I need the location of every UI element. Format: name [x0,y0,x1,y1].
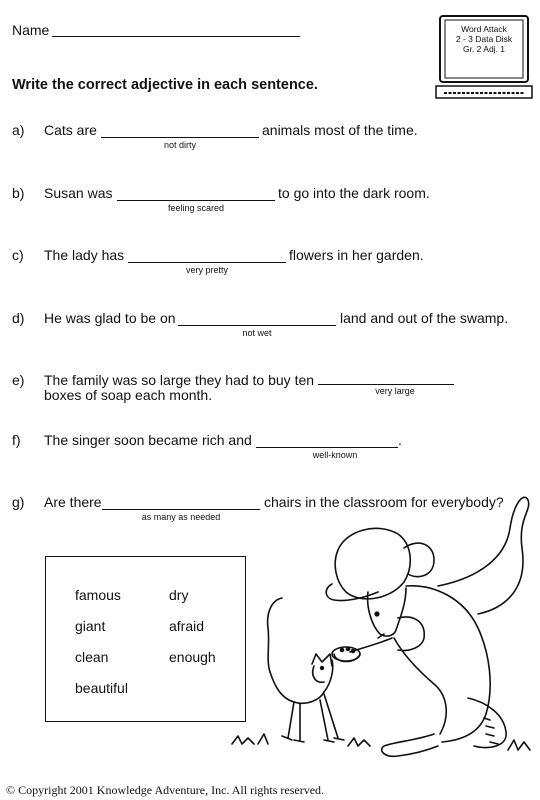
hint-label: very pretty [185,265,228,275]
word-bank [45,556,246,722]
question-text-after: chairs in the classroom for everybody? [264,494,504,510]
question-letter: g) [12,494,25,510]
answer-blank[interactable] [256,447,398,448]
question-text-after: land and out of the swamp. [340,310,509,326]
hint-label: very large [375,386,415,396]
question-letter: e) [12,372,25,388]
question-text-after: animals most of the time. [262,122,418,138]
hint-label: not dirty [163,140,196,150]
computer-icon [432,14,536,106]
answer-blank[interactable] [178,325,336,326]
word-bank-item: clean [75,649,109,665]
question-text-before: Cats are [44,122,97,138]
hint-label: as many as needed [141,512,221,522]
instructions: Write the correct adjective in each sentence. [12,77,318,93]
question-text-after: to go into the dark room. [278,185,430,201]
question-text-before: The lady has [44,247,125,263]
computer-label-line1: Word Attack [461,24,507,34]
name-blank-line[interactable] [52,36,300,37]
computer-label-line2: 2 - 3 Data Disk [455,34,513,44]
answer-blank[interactable] [318,384,454,385]
word-bank-item: famous [75,587,121,603]
hint-label: well-known [312,450,358,460]
question-text-before: He was glad to be on [44,310,176,326]
word-bank-item: enough [169,649,216,665]
mouse-feeding-cat-illustration [228,488,540,768]
answer-blank[interactable] [128,262,286,263]
name-label: Name [12,22,50,38]
answer-blank[interactable] [101,137,259,138]
question-text-before: Are there [44,494,102,510]
word-bank-item: beautiful [75,680,128,696]
question-text-before: The singer soon became rich and [44,432,252,448]
hint-label: not wet [242,328,272,338]
copyright-notice: © Copyright 2001 Knowledge Adventure, Inc. All rights reserved. [6,783,325,797]
question-letter: a) [12,122,25,138]
question-text-after: . [398,432,402,448]
question-letter: b) [12,185,25,201]
word-bank-item: dry [169,587,189,603]
hint-label: feeling scared [167,203,225,213]
word-bank-item: giant [75,618,106,634]
question-text-after: flowers in her garden. [289,247,424,263]
question-text-before: The family was so large they had to buy ten [44,372,315,388]
computer-label-line3: Gr. 2 Adj. 1 [462,44,506,54]
question-letter: c) [12,247,24,263]
question-text-line2: boxes of soap each month. [44,387,213,403]
question-letter: f) [12,432,21,448]
answer-blank[interactable] [117,200,275,201]
word-bank-item: afraid [169,618,205,634]
question-letter: d) [12,310,25,326]
question-text-before: Susan was [44,185,113,201]
